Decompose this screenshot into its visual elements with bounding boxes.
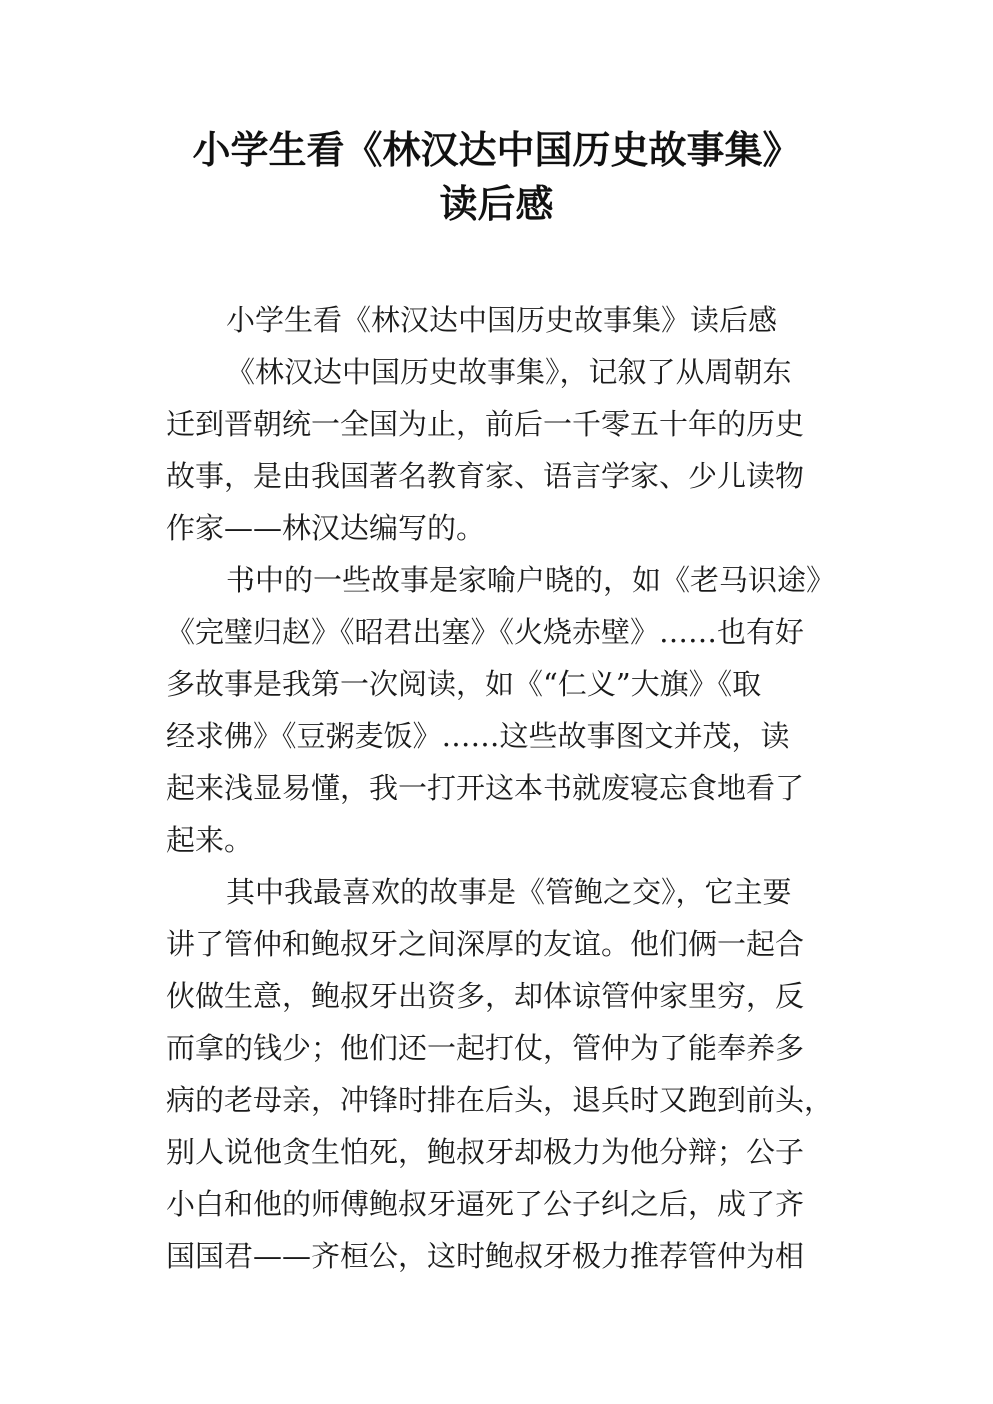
body-line-9: 经求佛》《豆粥麦饭》……这些故事图文并茂，读 (166, 719, 790, 753)
body-line-5: 作家——林汉达编写的。 (166, 511, 486, 545)
document-title-line-2: 读后感 (439, 182, 554, 226)
body-line-13: 讲了管仲和鲍叔牙之间深厚的友谊。他们俩一起合 (166, 927, 805, 961)
document-title-line-1: 小学生看《林汉达中国历史故事集》 (192, 128, 801, 172)
body-line-14: 伙做生意，鲍叔牙出资多，却体谅管仲家里穷，反 (166, 979, 805, 1013)
body-line-18: 小白和他的师傅鲍叔牙逼死了公子纠之后，成了齐 (166, 1187, 805, 1221)
body-line-3: 迁到晋朝统一全国为止，前后一千零五十年的历史 (166, 407, 805, 441)
body-line-17: 别人说他贪生怕死，鲍叔牙却极力为他分辩；公子 (166, 1135, 805, 1169)
body-line-19: 国国君——齐桓公，这时鲍叔牙极力推荐管仲为相 (166, 1239, 805, 1273)
body-line-6: 书中的一些故事是家喻户晓的，如《老马识途》 (226, 563, 836, 597)
body-line-2: 《林汉达中国历史故事集》，记叙了从周朝东 (226, 355, 792, 389)
body-line-8: 多故事是我第一次阅读，如《“仁义”大旗》《取 (166, 667, 762, 701)
body-line-1: 小学生看《林汉达中国历史故事集》读后感 (226, 303, 778, 337)
body-line-10: 起来浅显易懂，我一打开这本书就废寝忘食地看了 (166, 771, 805, 805)
body-line-15: 而拿的钱少；他们还一起打仗，管仲为了能奉养多 (166, 1031, 805, 1065)
body-line-4: 故事，是由我国著名教育家、语言学家、少儿读物 (166, 459, 805, 493)
body-line-7: 《完璧归赵》《昭君出塞》《火烧赤壁》……也有好 (166, 615, 805, 649)
body-line-11: 起来。 (166, 823, 254, 857)
body-line-12: 其中我最喜欢的故事是《管鲍之交》，它主要 (226, 875, 792, 909)
body-line-16: 病的老母亲，冲锋时排在后头，退兵时又跑到前头， (166, 1083, 834, 1117)
